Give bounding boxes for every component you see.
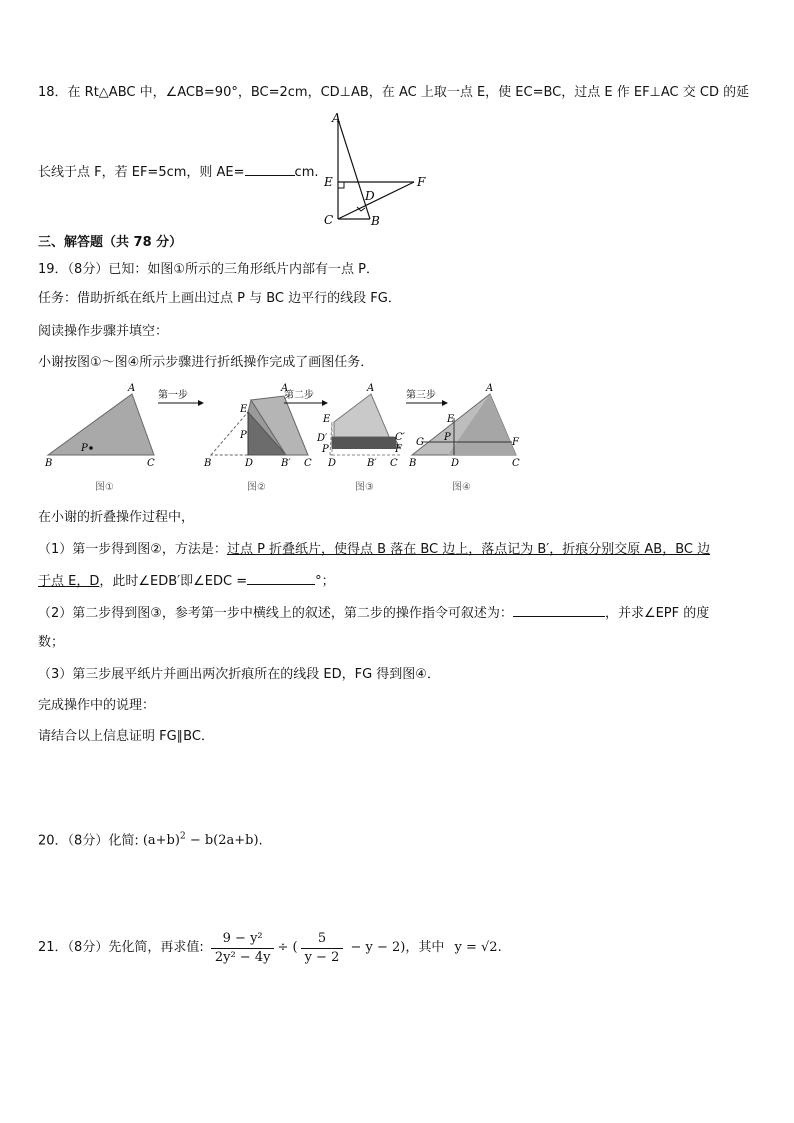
section-heading: 三、解答题（共 78 分） <box>38 235 183 250</box>
q18-line2-text: 长线于点 F，若 EF=5cm，则 AE= <box>38 165 245 180</box>
q20-exponent: 2 <box>179 832 186 842</box>
fig3-C: C <box>390 458 398 469</box>
fig3-Dp: D′ <box>317 433 328 444</box>
q21-div: ÷ ( <box>277 940 298 955</box>
q19-p1-answer-blank[interactable] <box>247 571 315 585</box>
q21-tail: − y − 2)，其中 <box>346 940 445 955</box>
fig3-F: F <box>395 444 402 455</box>
fig4-G: G <box>416 437 424 448</box>
q19-figures <box>38 382 538 497</box>
q19-part3: （3）第三步展平纸片并画出两次折痕所在的线段 ED，FG 得到图④． <box>38 667 440 682</box>
q20-expression <box>143 833 259 848</box>
q18-label-F: F <box>417 175 426 189</box>
q21-end: . <box>497 940 502 955</box>
caption-fig4: 图④ <box>452 482 471 493</box>
q19-p1-method: 过点 P 折叠纸片，使得点 B 落在 BC 边上，落点记为 B′，折痕分别交原 AB，BC 边 <box>226 542 711 557</box>
q18-unit: cm. <box>294 165 319 180</box>
caption-fig3: 图③ <box>355 482 374 493</box>
q18-label-C: C <box>324 213 334 227</box>
fig4-D: D <box>451 458 460 469</box>
q20-prefix: 20．（8分）化简: <box>38 833 139 849</box>
fig3-D: D <box>328 458 337 469</box>
q19-prove: 请结合以上信息证明 FG∥BC． <box>38 729 214 744</box>
fig4-A: A <box>486 383 494 394</box>
q19-p2-answer-blank[interactable] <box>513 603 605 617</box>
q21-fraction-2 <box>301 930 344 967</box>
fig2-C: C <box>304 458 312 469</box>
fig1-P: P <box>81 443 88 454</box>
q18-figure <box>318 110 428 230</box>
q21 <box>38 929 502 968</box>
fig3-A: A <box>367 383 375 394</box>
caption-fig2: 图② <box>247 482 266 493</box>
step3-label: 第三步 <box>406 390 436 401</box>
q21-num2: 5 <box>301 930 344 949</box>
q19-p2-lead: （2）第二步得到图③，参考第一步中横线上的叙述，第二步的操作指令可叙述为： <box>38 606 513 621</box>
fig2-B: B <box>204 458 212 469</box>
q19-part1-cont <box>38 571 335 591</box>
q20-expr-b: − b(2a+b) <box>185 833 259 849</box>
q20 <box>38 828 263 850</box>
fig3-Bp: B′ <box>367 458 377 469</box>
fig1-C: C <box>147 458 155 469</box>
q18-line1: 18．在 Rt△ABC 中，∠ACB=90°，BC=2cm，CD⊥AB，在 AC 上取一点 E，使 EC=BC，过点 E 作 EF⊥AC 交 CD 的延 <box>38 85 750 100</box>
q20-end: . <box>258 833 263 849</box>
q19-p1-method-cont: 于点 E，D <box>38 574 100 589</box>
fig4-E: E <box>447 414 455 425</box>
fig2-A: A <box>281 383 289 394</box>
q18-label-E: E <box>324 175 333 189</box>
fig3-P: P <box>322 444 329 455</box>
q19-during: 在小谢的折叠操作过程中， <box>38 510 195 525</box>
q19-part2 <box>38 603 709 623</box>
fig1-B: B <box>45 458 53 469</box>
q19-p1-lead: （1）第一步得到图②，方法是： <box>38 542 227 557</box>
q19-task: 任务：借助折纸在纸片上画出过点 P 与 BC 边平行的线段 FG． <box>38 291 401 306</box>
q21-den1: 2y² − 4y <box>214 949 271 965</box>
q18-label-A: A <box>332 111 341 125</box>
q21-condition: y = √2 <box>454 940 498 955</box>
fig3-Cp: C′ <box>395 432 405 443</box>
fig1-A: A <box>128 383 136 394</box>
q21-prefix: 21．（8分）先化简，再求值: <box>38 940 204 955</box>
q21-num1: 9 − y² <box>211 930 275 949</box>
fig2-D: D <box>245 458 254 469</box>
step1-label: 第一步 <box>158 390 188 401</box>
q19-part2-cont: 数； <box>38 635 65 650</box>
q20-expr-a: (a+b) <box>142 833 180 849</box>
q18-answer-blank[interactable] <box>245 162 295 176</box>
q19-part1 <box>38 541 710 559</box>
fig4-B: B <box>409 458 417 469</box>
q18-label-B: B <box>371 214 380 228</box>
q19-intro: 19．（8分）已知：如图①所示的三角形纸片内部有一点 P． <box>38 262 379 277</box>
q19-read: 阅读操作步骤并填空： <box>38 324 169 339</box>
caption-fig1: 图① <box>95 482 114 493</box>
q18-label-D: D <box>365 189 375 203</box>
q18-line2 <box>38 162 319 182</box>
q21-fraction-1 <box>211 930 275 967</box>
fig3-E: E <box>323 414 331 425</box>
fig2-Bp: B′ <box>281 458 291 469</box>
fig4-C: C <box>512 458 520 469</box>
q19-p2-tail: ，并求∠EPF 的度 <box>604 606 710 621</box>
q19-p1-deg: °； <box>315 574 335 589</box>
q19-xiaoxie: 小谢按图①～图④所示步骤进行折纸操作完成了画图任务． <box>38 355 374 370</box>
q19-explain: 完成操作中的说理： <box>38 698 156 713</box>
step2-label: 第二步 <box>284 390 314 401</box>
fig4-F: F <box>512 437 519 448</box>
fig2-E: E <box>240 404 248 415</box>
fig4-P: P <box>444 432 451 443</box>
fig2-P: P <box>240 430 247 441</box>
q19-p1-angle: ，此时∠EDB′即∠EDC = <box>99 574 248 589</box>
q21-den2: y − 2 <box>304 949 340 965</box>
